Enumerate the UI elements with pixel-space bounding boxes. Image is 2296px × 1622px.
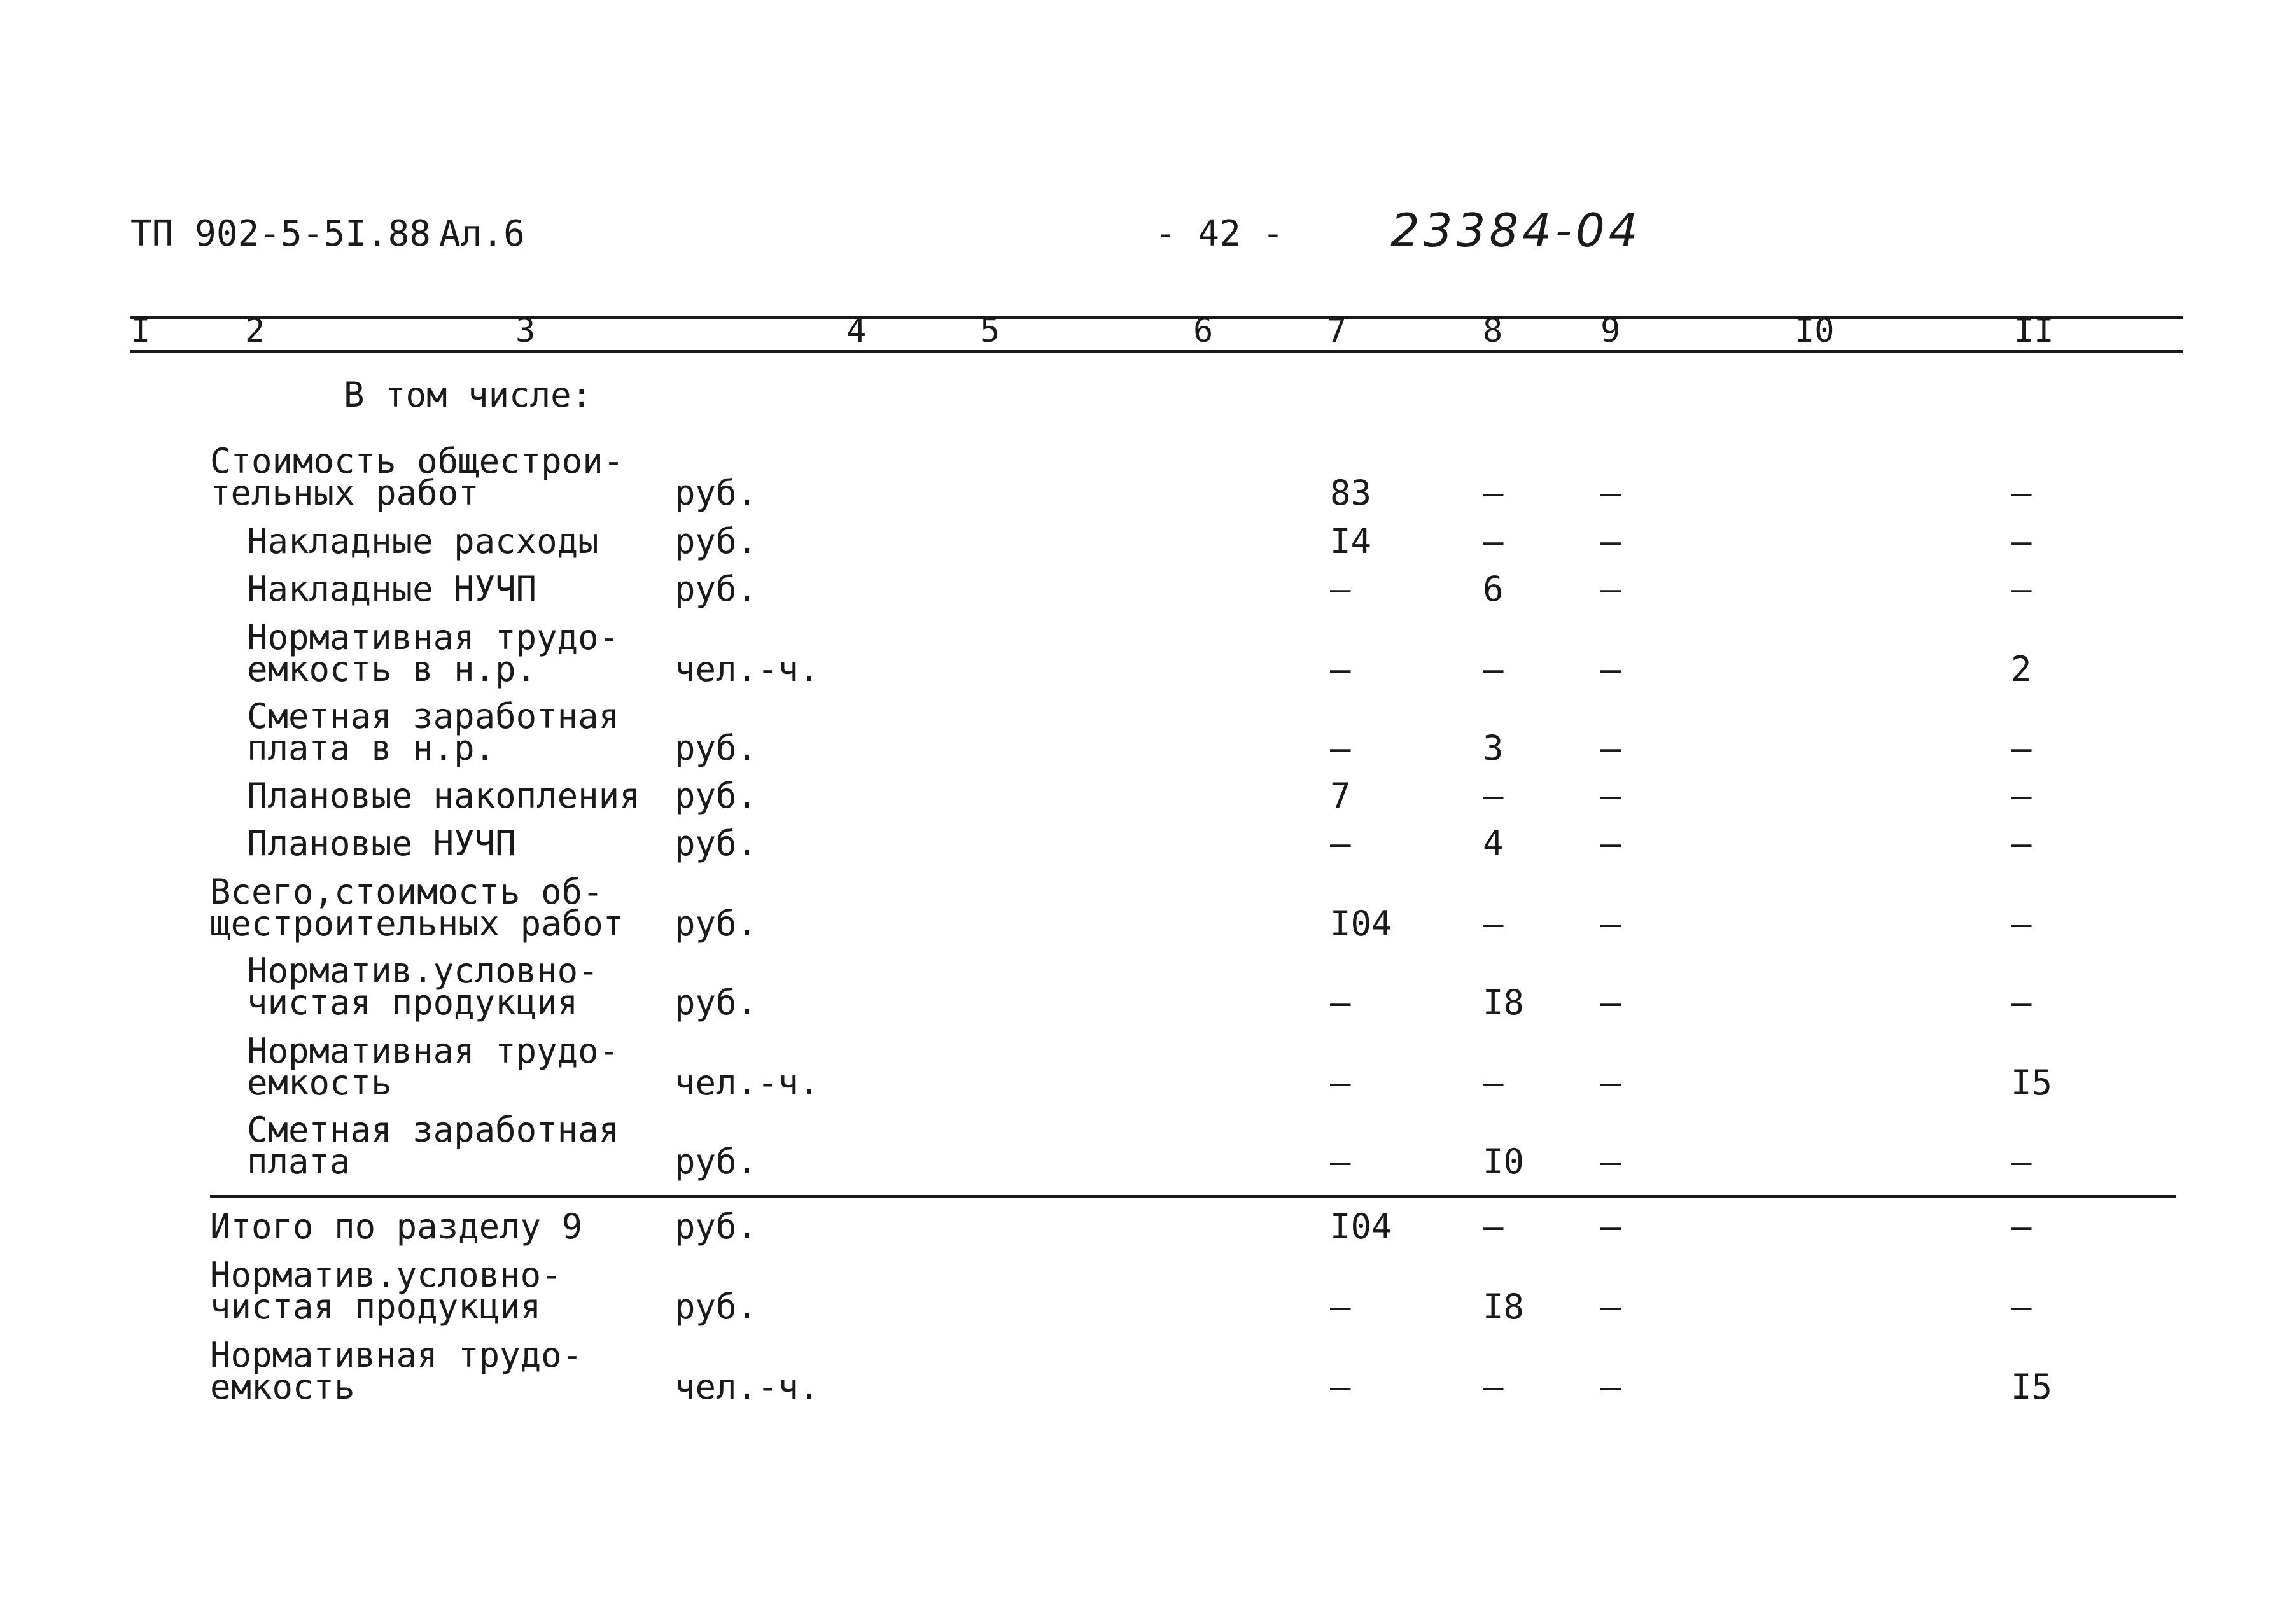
row-unit: руб.: [675, 1142, 758, 1182]
column-number: 6: [1193, 312, 1214, 350]
column-numbers-rule: [130, 350, 2183, 353]
row-value-c11: –: [2011, 1142, 2032, 1182]
row-value-c8: –: [1483, 904, 1504, 944]
row-name: Накладные расходы: [247, 521, 599, 561]
row-unit: руб.: [675, 904, 758, 944]
column-number: II: [2014, 312, 2054, 350]
row-unit: чел.-ч.: [675, 1367, 820, 1407]
row-value-c7: I04: [1330, 1206, 1392, 1247]
row-value-c7: I04: [1330, 904, 1392, 944]
row-value-c11: –: [2011, 728, 2032, 768]
row-value-c9: –: [1600, 569, 1621, 609]
row-value-c11: –: [2011, 569, 2032, 609]
row-value-c11: –: [2011, 776, 2032, 816]
handwritten-code: 23384-04: [1390, 204, 1642, 257]
row-value-c7: 7: [1330, 776, 1351, 816]
row-value-c8: 3: [1483, 728, 1504, 768]
row-value-c9: –: [1600, 649, 1621, 689]
row-value-c11: –: [2011, 1206, 2032, 1247]
row-value-c7: 83: [1330, 473, 1372, 513]
row-name: Сметная заработная плата в н.р.: [247, 696, 620, 768]
row-name: Норматив.условно- чистая продукция: [210, 1255, 562, 1327]
row-value-c7: –: [1330, 728, 1351, 768]
document-designation: ТП 902-5-5I.88: [130, 213, 431, 255]
row-value-c7: –: [1330, 823, 1351, 863]
row-value-c7: I4: [1330, 521, 1372, 561]
row-value-c9: –: [1600, 728, 1621, 768]
row-value-c11: I5: [2011, 1063, 2053, 1103]
row-value-c9: –: [1600, 1287, 1621, 1327]
row-value-c11: –: [2011, 823, 2032, 863]
row-name: Сметная заработная плата: [247, 1110, 620, 1182]
row-value-c7: –: [1330, 1063, 1351, 1103]
page-number: - 42 -: [1155, 213, 1284, 255]
row-value-c9: –: [1600, 982, 1621, 1023]
row-name: Накладные НУЧП: [247, 569, 537, 609]
row-unit: руб.: [675, 521, 758, 561]
row-value-c7: –: [1330, 569, 1351, 609]
row-value-c8: –: [1483, 473, 1504, 513]
row-value-c11: –: [2011, 982, 2032, 1023]
row-value-c8: I8: [1483, 982, 1525, 1023]
row-name: Нормативная трудо- емкость: [210, 1335, 583, 1407]
row-unit: руб.: [675, 569, 758, 609]
row-value-c9: –: [1600, 473, 1621, 513]
column-number: 9: [1600, 312, 1621, 350]
row-value-c9: –: [1600, 904, 1621, 944]
row-value-c9: –: [1600, 823, 1621, 863]
album-number: Ал.6: [439, 213, 525, 255]
row-value-c11: –: [2011, 904, 2032, 944]
row-value-c8: 6: [1483, 569, 1504, 609]
row-value-c9: –: [1600, 1063, 1621, 1103]
row-value-c7: –: [1330, 982, 1351, 1023]
row-value-c11: –: [2011, 521, 2032, 561]
row-value-c7: –: [1330, 649, 1351, 689]
row-value-c11: –: [2011, 1287, 2032, 1327]
row-unit: руб.: [675, 1287, 758, 1327]
row-unit: руб.: [675, 776, 758, 816]
row-value-c8: I0: [1483, 1142, 1525, 1182]
row-value-c9: –: [1600, 1206, 1621, 1247]
row-value-c11: 2: [2011, 649, 2032, 689]
row-unit: чел.-ч.: [675, 649, 820, 689]
column-number: 2: [245, 312, 265, 350]
row-name: Нормативная трудо- емкость в н.р.: [247, 617, 620, 689]
row-value-c7: –: [1330, 1142, 1351, 1182]
row-name: Норматив.условно- чистая продукция: [247, 951, 599, 1023]
column-number: 5: [980, 312, 1000, 350]
column-number: I0: [1795, 312, 1835, 350]
row-value-c8: –: [1483, 1367, 1504, 1407]
row-name: Нормативная трудо- емкость: [247, 1031, 620, 1103]
top-rule: [130, 316, 2183, 319]
row-unit: руб.: [675, 473, 758, 513]
column-number: 4: [846, 312, 867, 350]
row-name: Итого по разделу 9: [210, 1206, 583, 1247]
row-value-c8: –: [1483, 776, 1504, 816]
column-number: I: [130, 312, 151, 350]
row-value-c8: –: [1483, 521, 1504, 561]
row-value-c11: –: [2011, 473, 2032, 513]
row-unit: руб.: [675, 1206, 758, 1247]
row-value-c9: –: [1600, 776, 1621, 816]
row-value-c11: I5: [2011, 1367, 2053, 1407]
row-value-c9: –: [1600, 1142, 1621, 1182]
row-value-c7: –: [1330, 1287, 1351, 1327]
row-value-c9: –: [1600, 521, 1621, 561]
row-unit: руб.: [675, 823, 758, 863]
section-intro: В том числе:: [344, 375, 592, 415]
row-unit: чел.-ч.: [675, 1063, 820, 1103]
row-name: Стоимость общестрои- тельных работ: [210, 441, 624, 513]
row-value-c9: –: [1600, 1367, 1621, 1407]
totals-rule: [210, 1195, 2176, 1198]
column-number: 8: [1483, 312, 1503, 350]
row-unit: руб.: [675, 728, 758, 768]
column-number: 3: [515, 312, 536, 350]
row-value-c8: 4: [1483, 823, 1504, 863]
row-value-c8: –: [1483, 649, 1504, 689]
row-value-c8: I8: [1483, 1287, 1525, 1327]
row-unit: руб.: [675, 982, 758, 1023]
row-value-c8: –: [1483, 1206, 1504, 1247]
row-name: Плановые НУЧП: [247, 823, 516, 863]
row-name: Всего,стоимость об- щестроительных работ: [210, 872, 624, 944]
row-value-c7: –: [1330, 1367, 1351, 1407]
column-number: 7: [1327, 312, 1347, 350]
row-value-c8: –: [1483, 1063, 1504, 1103]
row-name: Плановые накопления: [247, 776, 640, 816]
